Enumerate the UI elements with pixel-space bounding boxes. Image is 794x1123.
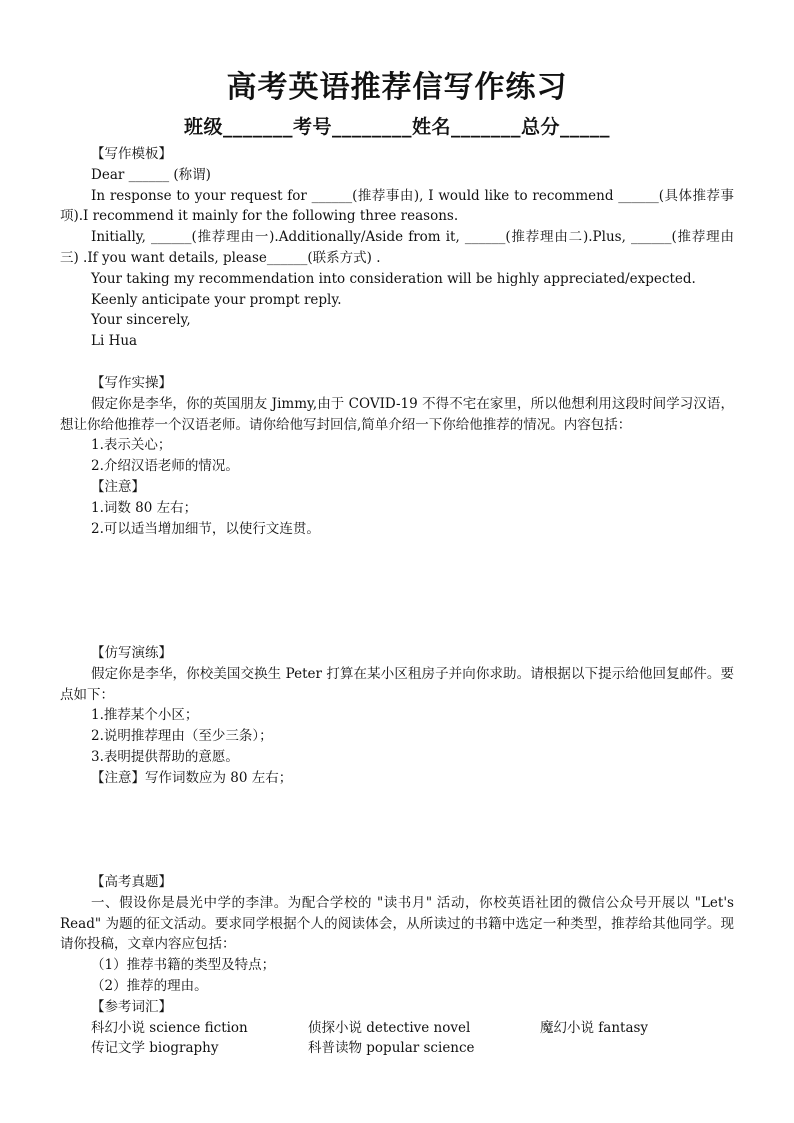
vocab-item: 侦探小说 detective novel [308,1019,471,1036]
practice-point: 2.介绍汉语老师的情况。 [91,458,239,475]
template-signoff: Your sincerely, [91,312,191,329]
imitation-section [60,643,734,789]
vocab-item: 科幻小说 science fiction [91,1019,248,1036]
imitation-prompt: 假定你是李华，你校美国交换生 Peter 打算在某小区租房子并向你求助。请根据以下提示给他回复邮件。要点如下： [60,665,734,703]
imitation-point: 3.表明提供帮助的意愿。 [91,748,239,765]
vocab-item: 魔幻小说 fantasy [540,1019,649,1036]
imitation-point: 2.说明推荐理由（至少三条）； [91,728,273,745]
vocab-heading: 【参考词汇】 [91,998,172,1015]
vocab-row [60,1038,734,1059]
practice-heading: 【写作实操】 [91,375,172,391]
practice-point: 1.表示关心； [91,437,172,454]
page-title: 高考英语推荐信写作练习 [226,70,568,105]
practice-section [60,373,734,539]
real-exam-heading: 【高考真题】 [91,874,172,890]
real-exam-section [60,872,734,1059]
template-paragraph-3: Your taking my recommendation into consideration will be highly appreciated/expected. [91,270,696,287]
real-exam-point: （2）推荐的理由。 [91,977,208,994]
template-paragraph-2: Initially, ______(推荐理由一).Additionally/Aside from it, ______(推荐理由二).Plus, ______(推荐理由三) .If you want details, please______(联系方式) . [60,229,734,266]
real-exam-prompt: 一、假设你是晨光中学的李津。为配合学校的 "读书月" 活动，你校英语社团的微信公众号开展以 "Let's Read" 为题的征文活动。要求同学根据个人的阅读体会，从所读过的书籍中选定一种类型，推荐给其他同学。现请你投稿，文章内容应包括： [60,894,734,953]
real-exam-point: （1）推荐书籍的类型及特点； [91,957,276,974]
template-section [60,144,734,352]
template-salutation: Dear ______ (称谓) [91,166,211,183]
vocab-item: 科普读物 popular science [308,1040,475,1057]
vocab-item: 传记文学 biography [91,1040,219,1057]
practice-note-heading: 【注意】 [91,478,145,495]
template-closing: Keenly anticipate your prompt reply. [91,291,342,308]
student-info-line: 班级_______考号________姓名_______总分_____ [183,116,610,138]
imitation-point: 1.推荐某个小区； [91,707,199,724]
practice-note: 2.可以适当增加细节，以使行文连贯。 [91,520,320,537]
practice-prompt: 假定你是李华，你的英国朋友 Jimmy,由于 COVID-19 不得不宅在家里，所以他想利用这段时间学习汉语， 想让你给他推荐一个汉语老师。请你给他写封回信,简单介绍一下你给他推荐的情况。内容包括： [60,395,734,433]
template-heading: 【写作模板】 [91,146,172,162]
imitation-heading: 【仿写演练】 [91,645,172,661]
practice-note: 1.词数 80 左右； [91,499,198,516]
template-paragraph-1: In response to your request for ______(推荐事由), I would like to recommend ______(具体推荐事项).I recommend it mainly for the following three reasons. [60,187,734,225]
imitation-note: 【注意】写作词数应为 80 左右； [91,769,293,786]
template-signature: Li Hua [91,333,138,350]
vocab-row [60,1018,734,1039]
